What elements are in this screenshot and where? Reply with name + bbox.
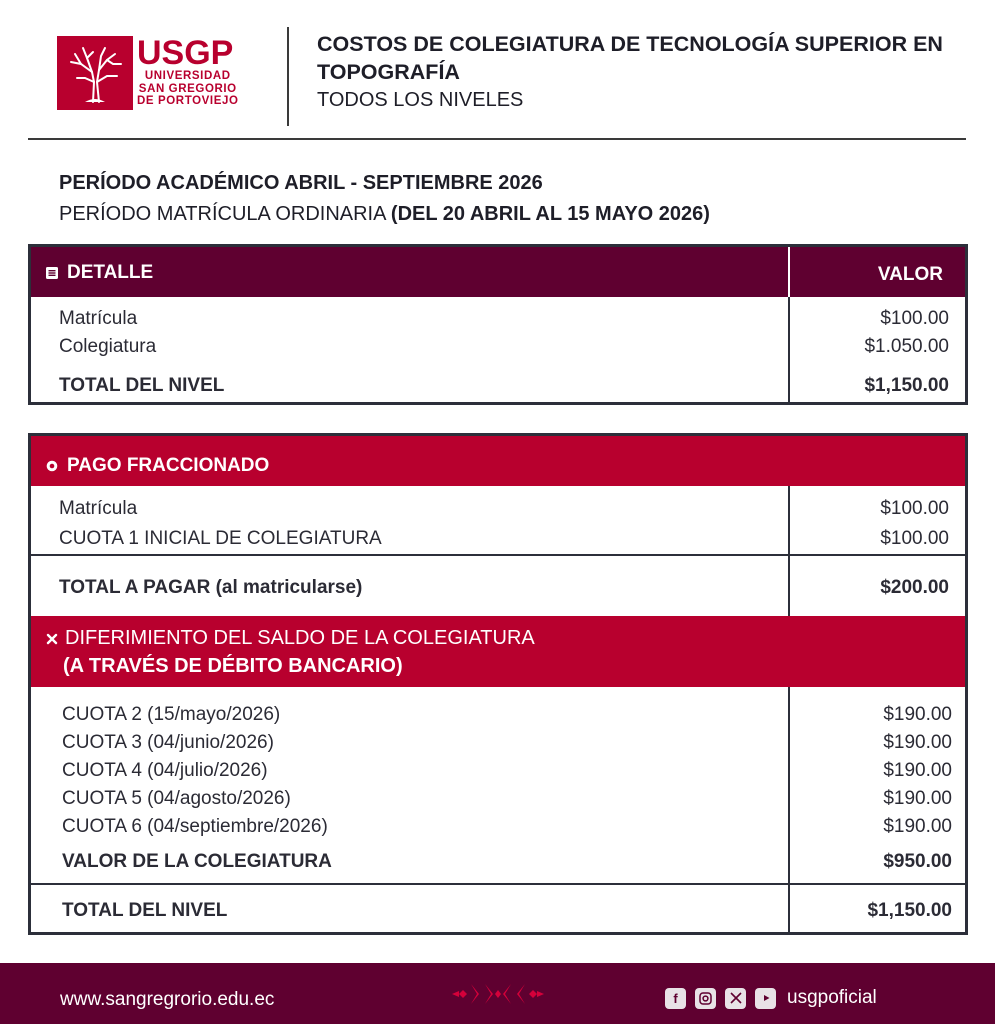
column-value-header: VALOR: [877, 264, 943, 285]
page-subtitle: TODOS LOS NIVELES: [317, 89, 524, 111]
detail-table-header: [31, 247, 965, 297]
quota-row-label: CUOTA 3 (04/junio/2026): [62, 732, 274, 753]
deferral-title: DIFERIMIENTO DEL SALDO DE LA COLEGIATURA: [65, 627, 535, 649]
detail-total-label: TOTAL DEL NIVEL: [59, 375, 225, 396]
logo-line-3: DE PORTOVIEJO: [137, 95, 239, 107]
installments-header: [31, 436, 965, 486]
social-links: [665, 987, 877, 1009]
logo-wordmark: USGP: [137, 34, 234, 72]
installment-row-value: $100.00: [880, 528, 949, 549]
quota-row-label: CUOTA 5 (04/agosto/2026): [62, 788, 291, 809]
tuition-value-label: VALOR DE LA COLEGIATURA: [62, 851, 332, 872]
detail-total-value: $1,150.00: [864, 375, 949, 396]
youtube-icon[interactable]: [755, 988, 776, 1009]
quota-row-label: CUOTA 6 (04/septiembre/2026): [62, 816, 328, 837]
enrollment-period-dates: (DEL 20 ABRIL AL 15 MAYO 2026): [390, 203, 710, 225]
installment-row-label: Matrícula: [59, 498, 138, 519]
row-divider: [31, 883, 965, 885]
detail-row-value: $1.050.00: [864, 336, 949, 357]
installment-row-label: CUOTA 1 INICIAL DE COLEGIATURA: [59, 528, 382, 549]
quota-row-value: $190.00: [883, 732, 952, 753]
installment-row-value: $100.00: [880, 498, 949, 519]
detail-table: [28, 244, 968, 405]
pay-total-value: $200.00: [880, 577, 949, 598]
quota-row-value: $190.00: [883, 788, 952, 809]
quota-row-label: CUOTA 4 (04/julio/2026): [62, 760, 268, 781]
x-icon[interactable]: [725, 988, 746, 1009]
decorative-star-icon: [449, 981, 547, 1012]
university-logo: [57, 36, 247, 110]
installments-total-value: $1,150.00: [867, 900, 952, 921]
instagram-icon[interactable]: [695, 988, 716, 1009]
deferral-band: [31, 616, 965, 687]
installments-total-label: TOTAL DEL NIVEL: [62, 900, 228, 921]
detail-row-label: Colegiatura: [59, 336, 157, 357]
logo-line-1: UNIVERSIDAD: [144, 70, 231, 82]
header-rule: [28, 138, 966, 140]
list-icon: [45, 266, 59, 280]
column-detail-header: DETALLE: [67, 262, 154, 283]
logo-line-2: SAN GREGORIO: [138, 82, 237, 95]
enrollment-period: [59, 203, 710, 226]
quota-row-label: CUOTA 2 (15/mayo/2026): [62, 704, 281, 725]
pay-total-note: (al matricularse): [215, 577, 363, 598]
deferral-subtitle: (A TRAVÉS DE DÉBITO BANCARIO): [63, 655, 403, 677]
circle-plus-icon: [45, 459, 59, 473]
footer: [0, 963, 995, 1024]
detail-row-value: $100.00: [880, 308, 949, 329]
header-column-divider: [788, 247, 790, 297]
page-title: COSTOS DE COLEGIATURA DE TECNOLOGÍA SUPERIOR EN TOPOGRAFÍA: [317, 32, 943, 84]
pay-total-label: TOTAL A PAGAR (al matricularse): [59, 577, 363, 598]
row-divider: [31, 554, 965, 556]
header-divider: [287, 27, 289, 126]
installments-title: PAGO FRACCIONADO: [67, 455, 270, 476]
installments-table: [28, 433, 968, 935]
academic-period: PERÍODO ACADÉMICO ABRIL - SEPTIEMBRE 2026: [59, 172, 543, 194]
quota-row-value: $190.00: [883, 760, 952, 781]
detail-row-label: Matrícula: [59, 308, 138, 329]
tree-logo-icon: [57, 36, 133, 110]
facebook-icon[interactable]: f: [665, 988, 686, 1009]
website-link[interactable]: www.sangregrorio.edu.ec: [60, 989, 275, 1010]
tuition-value-amount: $950.00: [883, 851, 952, 872]
social-handle[interactable]: usgpoficial: [787, 987, 877, 1008]
enrollment-period-label: PERÍODO MATRÍCULA ORDINARIA: [59, 203, 386, 225]
quota-row-value: $190.00: [883, 816, 952, 837]
quota-row-value: $190.00: [883, 704, 952, 725]
close-icon: [45, 632, 59, 646]
